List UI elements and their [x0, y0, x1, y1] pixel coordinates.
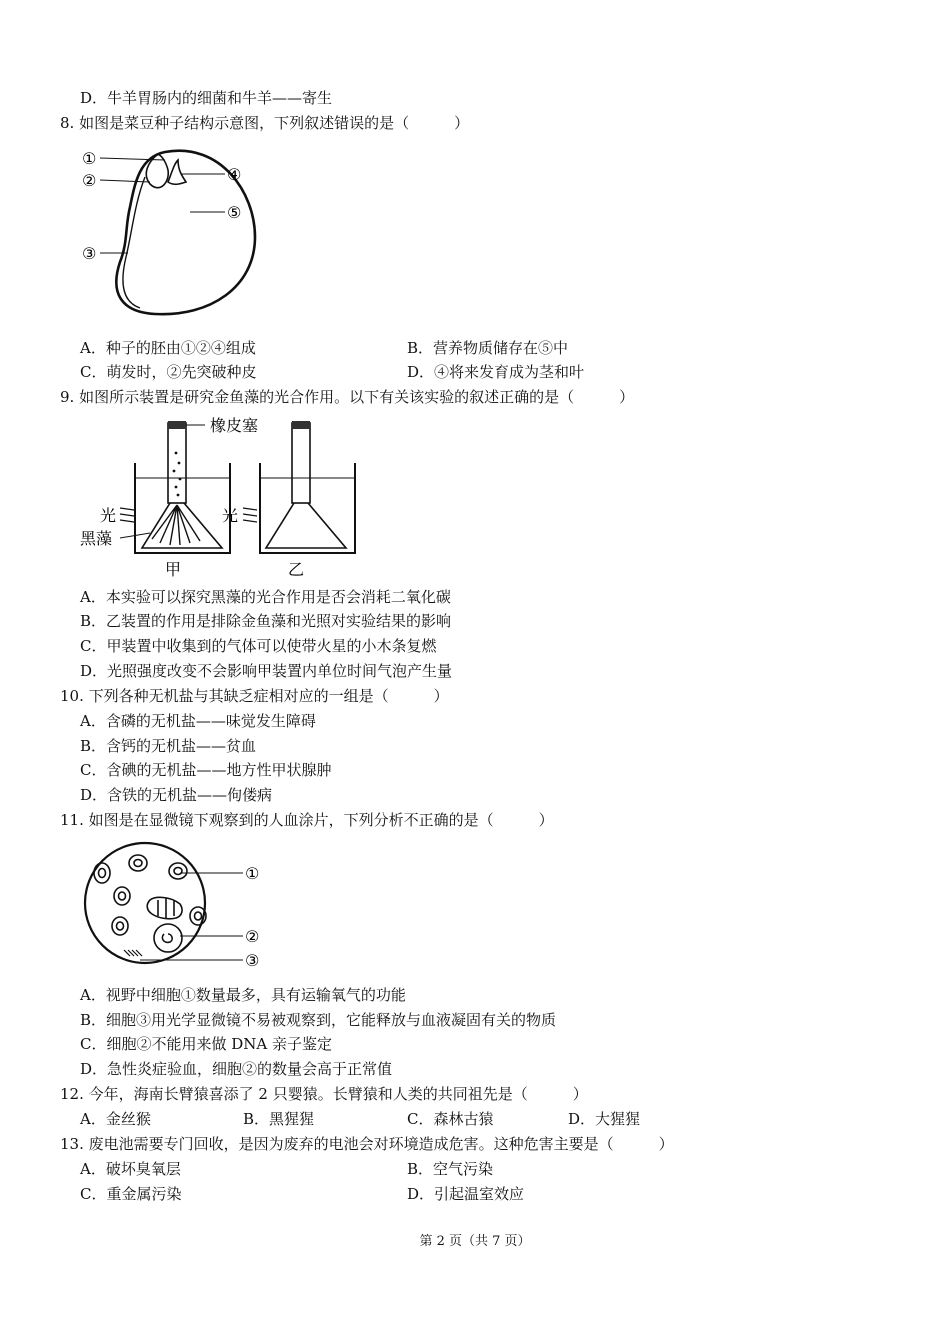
platelets — [124, 950, 142, 956]
q11-label-1: ① — [245, 864, 260, 883]
q11-label-3: ③ — [245, 951, 260, 970]
q11-blood-smear-figure — [80, 838, 280, 978]
q10-stem: 10. 下列各种无机盐与其缺乏症相对应的一组是（ ） — [60, 687, 449, 705]
q8-bean-seed-figure — [70, 142, 280, 322]
q11-option-b: B．细胞③用光学显微镜不易被观察到，它能释放与血液凝固有关的物质 — [80, 1011, 557, 1029]
white-blood-cell — [154, 924, 182, 952]
q9-label-jia: 甲 — [165, 560, 182, 579]
field-of-view — [85, 843, 205, 963]
page-footer: 第 2 页（共 7 页） — [419, 1234, 531, 1249]
q8-stem: 8. 如图是菜豆种子结构示意图，下列叙述错误的是（ ） — [60, 114, 470, 132]
q8-option-d: D．④将来发育成为茎和叶 — [407, 363, 585, 381]
q11-label-2: ② — [245, 927, 260, 946]
q10-option-b: B．含钙的无机盐——贫血 — [80, 737, 257, 755]
q9-label-light-a: 光 — [100, 506, 117, 525]
q10-option-d: D．含铁的无机盐——佝偻病 — [80, 786, 273, 804]
q12-option-b: B．黑猩猩 — [243, 1110, 315, 1128]
q9-apparatus-figure — [80, 413, 370, 583]
q8-label-5: ⑤ — [227, 203, 242, 222]
q12-option-a: A．金丝猴 — [80, 1110, 151, 1128]
test-tube-yi — [292, 423, 310, 503]
q8-label-3: ③ — [82, 244, 97, 263]
q8-option-a: A．种子的胚由①②④组成 — [80, 339, 256, 357]
q9-label-yi: 乙 — [288, 560, 305, 579]
q8-label-2: ② — [82, 171, 97, 190]
q8-option-b: B．营养物质储存在⑤中 — [407, 339, 569, 357]
q11-option-d: D．急性炎症验血，细胞②的数量会高于正常值 — [80, 1060, 393, 1078]
q9-label-stopper: 橡皮塞 — [210, 416, 259, 435]
q13-option-d: D．引起温室效应 — [407, 1185, 525, 1203]
q12-stem: 12. 今年，海南长臂猿喜添了 2 只婴猿。长臂猿和人类的共同祖先是（ ） — [60, 1085, 588, 1103]
q12-option-c: C．森林古猿 — [407, 1110, 494, 1128]
q11-stem: 11. 如图是在显微镜下观察到的人血涂片，下列分析不正确的是（ ） — [60, 811, 554, 829]
q8-option-c: C．萌发时，②先突破种皮 — [80, 363, 257, 381]
q9-option-a: A．本实验可以探究黑藻的光合作用是否会消耗二氧化碳 — [80, 588, 451, 606]
water-weed-jia — [152, 505, 200, 545]
q13-option-a: A．破坏臭氧层 — [80, 1160, 181, 1178]
q10-option-a: A．含磷的无机盐——味觉发生障碍 — [80, 712, 316, 730]
funnel-jia — [142, 503, 222, 548]
q11-option-c: C．细胞②不能用来做 DNA 亲子鉴定 — [80, 1035, 332, 1053]
q13-option-b: B．空气污染 — [407, 1160, 494, 1178]
q13-stem: 13. 废电池需要专门回收，是因为废弃的电池会对环境造成危害。这种危害主要是（ ） — [60, 1135, 674, 1153]
q7-option-d: D．牛羊胃肠内的细菌和牛羊——寄生 — [80, 89, 333, 107]
q9-label-weed: 黑藻 — [80, 529, 113, 548]
q9-label-light-b: 光 — [222, 506, 239, 525]
q8-label-1: ① — [82, 149, 97, 168]
q12-option-d: D．大猩猩 — [568, 1110, 641, 1128]
q9-stem: 9. 如图所示装置是研究金鱼藻的光合作用。以下有关该实验的叙述正确的是（ ） — [60, 388, 635, 406]
q9-option-d: D．光照强度改变不会影响甲装置内单位时间气泡产生量 — [80, 662, 453, 680]
q9-option-b: B．乙装置的作用是排除金鱼藻和光照对实验结果的影响 — [80, 612, 452, 630]
plumule-shape — [168, 160, 186, 184]
test-tube-jia — [168, 423, 186, 503]
beaker-yi — [260, 463, 355, 553]
q8-label-4: ④ — [227, 165, 242, 184]
q13-option-c: C．重金属污染 — [80, 1185, 182, 1203]
q9-option-c: C．甲装置中收集到的气体可以使带火星的小木条复燃 — [80, 637, 437, 655]
q11-option-a: A．视野中细胞①数量最多，具有运输氧气的功能 — [80, 986, 406, 1004]
q10-option-c: C．含碘的无机盐——地方性甲状腺肿 — [80, 761, 332, 779]
funnel-yi — [266, 503, 346, 548]
